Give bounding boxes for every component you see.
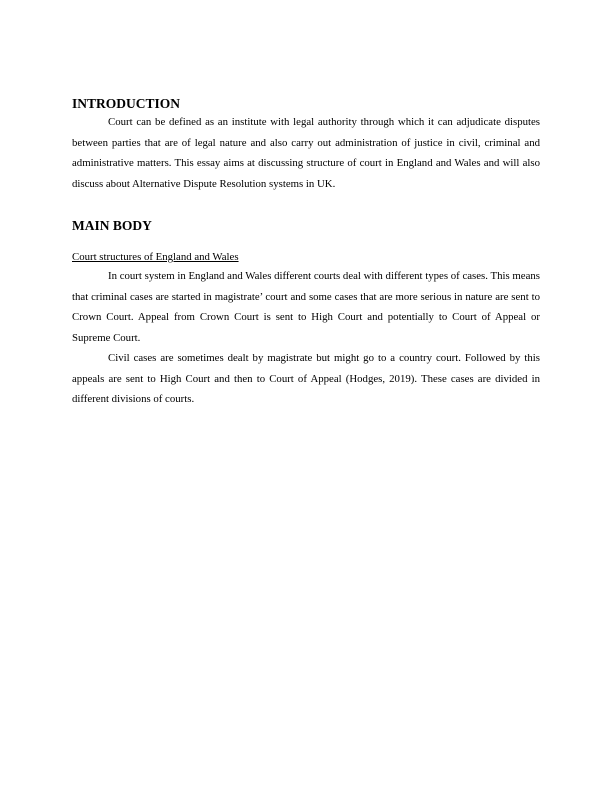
main-body-heading: MAIN BODY bbox=[72, 218, 152, 233]
main-body-section bbox=[72, 218, 540, 410]
introduction-section bbox=[72, 96, 540, 194]
court-structures-subheading: Court structures of England and Wales bbox=[72, 251, 239, 263]
introduction-paragraph: Court can be defined as an institute with legal authority through which it can adjudicate disputes between parties that are of legal nature and also carry out administration of justice in civil, criminal and administrative matters. This essay aims at discussing structure of court in England and Wales and will also discuss about Alternative Dispute Resolution systems in UK. bbox=[72, 116, 540, 190]
introduction-heading: INTRODUCTION bbox=[72, 96, 181, 111]
main-body-paragraph-civil: Civil cases are sometimes dealt by magistrate but might go to a country court. Followed by this appeals are sent to High Court and then to Court of Appeal (Hodges, 2019). These cases are divided in different divisions of courts. bbox=[72, 352, 540, 405]
main-body-paragraph-criminal: In court system in England and Wales different courts deal with different types of cases. This means that criminal cases are started in magistrate’ court and some cases that are more serious in nature are sent to Crown Court. Appeal from Crown Court is sent to High Court and potentially to Court of Appeal or Supreme Court. bbox=[72, 270, 540, 344]
document-page bbox=[72, 96, 540, 410]
